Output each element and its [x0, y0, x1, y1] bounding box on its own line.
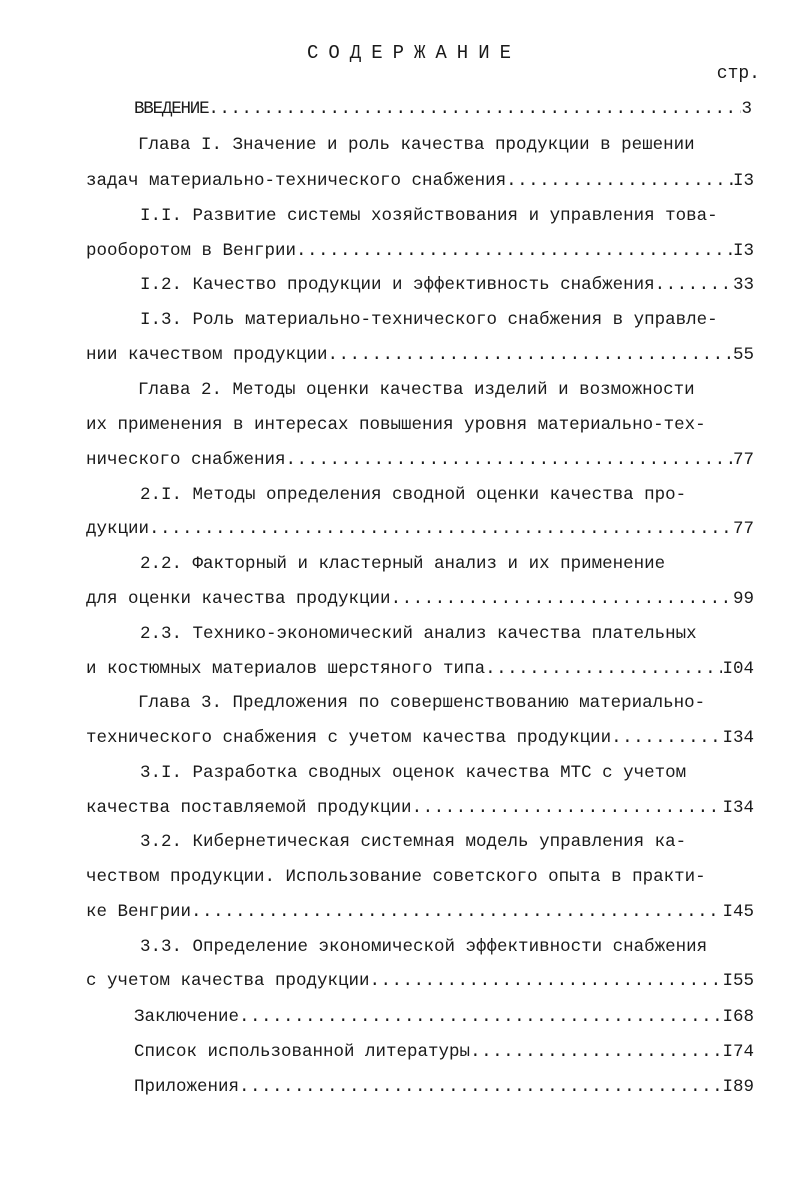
toc-entry-1-1	[86, 238, 754, 264]
leader-dots	[611, 725, 722, 751]
toc-entry-1-2	[140, 272, 754, 298]
toc-entry-3-1-line1: 3.I. Разработка сводных оценок качества МТС с учетом	[140, 763, 687, 783]
leader-dots	[286, 447, 733, 473]
leader-dots	[412, 795, 723, 821]
toc-page-number: I68	[722, 1007, 754, 1027]
toc-entry-3-2	[86, 899, 754, 925]
toc-page-number: 33	[732, 275, 754, 295]
toc-page-number: I3	[732, 171, 754, 191]
toc-entry-introduction	[134, 96, 752, 122]
toc-page-number: 55	[732, 345, 754, 365]
toc-page-number: I45	[722, 902, 754, 922]
toc-entry-2-2	[86, 586, 754, 612]
toc-entry-text: и костюмных материалов шерстяного типа	[86, 659, 486, 679]
toc-entry-1-3	[86, 342, 754, 368]
leader-dots	[655, 272, 733, 298]
toc-page-number: 99	[732, 589, 754, 609]
toc-entry-2-1	[86, 516, 754, 542]
leader-dots	[296, 238, 733, 264]
toc-page-number: I34	[722, 728, 754, 748]
toc-entry-chapter-2-line1: Глава 2. Методы оценки качества изделий и возможности	[138, 380, 695, 400]
leader-dots	[208, 96, 741, 122]
toc-entry-chapter-3	[86, 725, 754, 751]
toc-entry-text: ВВЕДЕНИЕ	[134, 99, 209, 119]
leader-dots	[239, 1004, 722, 1030]
toc-entry-3-1	[86, 795, 754, 821]
toc-entry-text: нии качеством продукции	[86, 345, 328, 365]
toc-page-number: 77	[732, 519, 754, 539]
toc-entry-3-2-line2: чеством продукции. Использование советского опыта в практи-	[86, 867, 706, 887]
toc-entry-text: Заключение	[134, 1007, 240, 1027]
toc-page-number: 3	[741, 99, 752, 119]
toc-entry-3-2-line1: 3.2. Кибернетическая системная модель управления ка-	[140, 832, 687, 852]
toc-entry-text: Приложения	[134, 1077, 240, 1097]
toc-entry-text: ке Венгрии	[86, 902, 192, 922]
toc-page-number: I34	[722, 798, 754, 818]
toc-entry-text: Список использованной литературы	[134, 1042, 471, 1062]
toc-entry-chapter-1-line1: Глава I. Значение и роль качества продукции в решении	[138, 135, 695, 155]
toc-entry-chapter-2	[86, 447, 754, 473]
leader-dots	[328, 342, 733, 368]
leader-dots	[191, 899, 722, 925]
toc-entry-text: нического снабжения	[86, 450, 286, 470]
page-title: СОДЕРЖАНИЕ	[306, 42, 522, 64]
toc-entry-2-2-line1: 2.2. Факторный и кластерный анализ и их применение	[140, 554, 666, 574]
toc-entry-text: для оценки качества продукции	[86, 589, 391, 609]
toc-entry-1-3-line1: I.3. Роль материально-технического снабжения в управле-	[140, 310, 718, 330]
toc-page-number: 77	[732, 450, 754, 470]
leader-dots	[370, 968, 723, 994]
toc-page-number: I55	[722, 971, 754, 991]
toc-page-number: I74	[722, 1042, 754, 1062]
toc-entry-conclusion	[134, 1004, 754, 1030]
toc-entry-text: I.2. Качество продукции и эффективность снабжения	[140, 275, 655, 295]
toc-entry-chapter-2-line2: их применения в интересах повышения уровня материально-тех-	[86, 415, 706, 435]
toc-entry-2-3-line1: 2.3. Технико-экономический анализ качества плательных	[140, 624, 697, 644]
page-column-label: стр.	[716, 64, 760, 84]
leader-dots	[506, 168, 733, 194]
leader-dots	[485, 656, 722, 682]
toc-page-number: I89	[722, 1077, 754, 1097]
toc-entry-3-3	[86, 968, 754, 994]
toc-entry-3-3-line1: 3.3. Определение экономической эффективности снабжения	[140, 937, 708, 957]
toc-entry-text: рооборотом в Венгрии	[86, 241, 297, 261]
toc-entry-1-1-line1: I.I. Развитие системы хозяйствования и управления това-	[140, 206, 718, 226]
leader-dots	[149, 516, 733, 542]
toc-entry-chapter-3-line1: Глава 3. Предложения по совершенствованию материально-	[138, 693, 706, 713]
leader-dots	[391, 586, 733, 612]
toc-entry-text: задач материально-технического снабжения	[86, 171, 507, 191]
toc-entry-chapter-1	[86, 168, 754, 194]
toc-entry-bibliography	[134, 1039, 754, 1065]
toc-page-number: I04	[722, 659, 754, 679]
toc-entry-text: технического снабжения с учетом качества продукции	[86, 728, 612, 748]
toc-page-number: I3	[732, 241, 754, 261]
toc-entry-text: с учетом качества продукции	[86, 971, 370, 991]
toc-entry-appendices	[134, 1074, 754, 1100]
toc-entry-2-1-line1: 2.I. Методы определения сводной оценки качества про-	[140, 485, 687, 505]
toc-entry-2-3	[86, 656, 754, 682]
toc-entry-text: качества поставляемой продукции	[86, 798, 412, 818]
leader-dots	[470, 1039, 722, 1065]
leader-dots	[239, 1074, 722, 1100]
toc-entry-text: дукции	[86, 519, 150, 539]
